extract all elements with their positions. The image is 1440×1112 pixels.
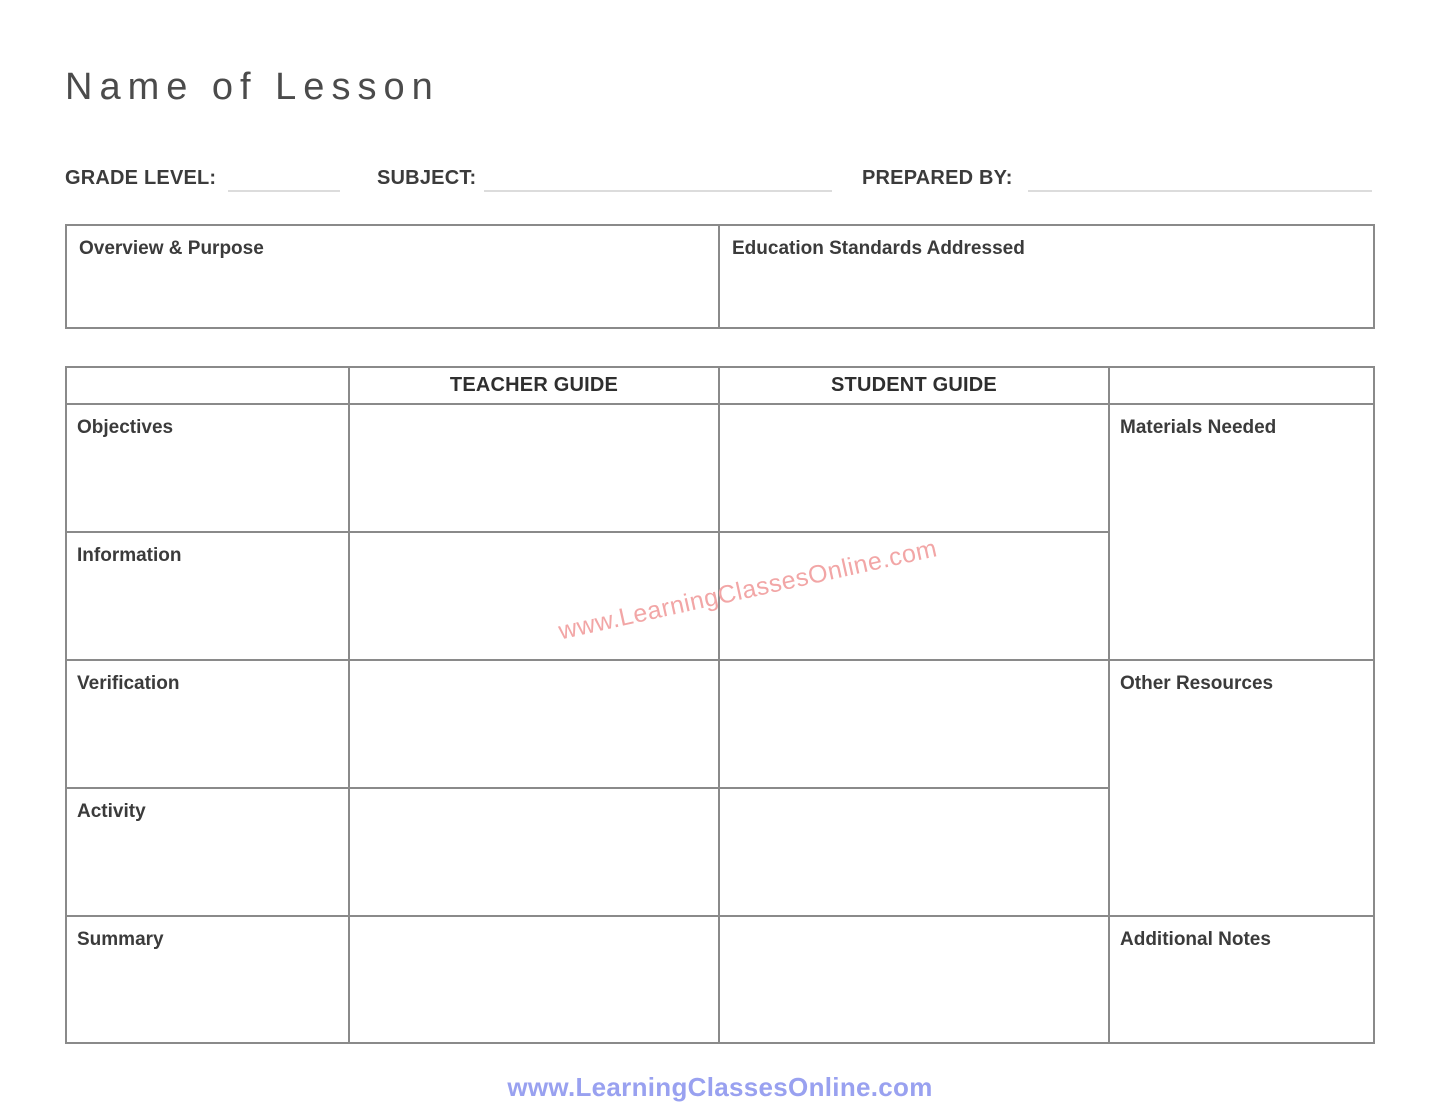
overview-purpose-cell[interactable] bbox=[67, 226, 720, 327]
row-label-activity: Activity bbox=[67, 789, 350, 917]
summary-student-cell[interactable] bbox=[720, 917, 1110, 1042]
education-standards-cell[interactable] bbox=[720, 226, 1373, 327]
student-guide-header: STUDENT GUIDE bbox=[720, 368, 1110, 405]
lesson-plan-table bbox=[65, 366, 1375, 1044]
subject-input-line[interactable] bbox=[484, 188, 832, 192]
overview-standards-table bbox=[65, 224, 1375, 329]
grade-level-input-line[interactable] bbox=[228, 188, 340, 192]
information-student-cell[interactable] bbox=[720, 533, 1110, 661]
other-resources-label: Other Resources bbox=[1120, 673, 1274, 694]
watermark-text: www.LearningClassesOnline.com bbox=[556, 534, 940, 646]
activity-student-cell[interactable] bbox=[720, 789, 1110, 917]
summary-teacher-cell[interactable] bbox=[350, 917, 720, 1042]
prepared-by-label: PREPARED BY: bbox=[862, 167, 1013, 189]
materials-needed-cell[interactable] bbox=[1110, 405, 1373, 661]
other-resources-cell[interactable] bbox=[1110, 661, 1373, 917]
header-empty-cell-left bbox=[67, 368, 350, 405]
row-label-verification: Verification bbox=[67, 661, 350, 789]
information-teacher-cell[interactable] bbox=[350, 533, 720, 661]
footer-site-link[interactable]: www.LearningClassesOnline.com bbox=[507, 1072, 933, 1102]
objectives-teacher-cell[interactable] bbox=[350, 405, 720, 533]
teacher-guide-header: TEACHER GUIDE bbox=[350, 368, 720, 405]
verification-teacher-cell[interactable] bbox=[350, 661, 720, 789]
header-empty-cell-right bbox=[1110, 368, 1373, 405]
objectives-student-cell[interactable] bbox=[720, 405, 1110, 533]
verification-student-cell[interactable] bbox=[720, 661, 1110, 789]
additional-notes-cell[interactable] bbox=[1110, 917, 1373, 1042]
activity-teacher-cell[interactable] bbox=[350, 789, 720, 917]
materials-needed-label: Materials Needed bbox=[1120, 417, 1277, 438]
education-standards-heading: Education Standards Addressed bbox=[732, 238, 1025, 259]
row-label-information: Information bbox=[67, 533, 350, 661]
prepared-by-input-line[interactable] bbox=[1028, 188, 1372, 192]
page-title: Name of Lesson bbox=[65, 66, 440, 108]
subject-label: SUBJECT: bbox=[377, 167, 477, 189]
overview-purpose-heading: Overview & Purpose bbox=[79, 238, 264, 259]
additional-notes-label: Additional Notes bbox=[1120, 929, 1271, 950]
row-label-summary: Summary bbox=[67, 917, 350, 1042]
grade-level-label: GRADE LEVEL: bbox=[65, 167, 217, 189]
row-label-objectives: Objectives bbox=[67, 405, 350, 533]
